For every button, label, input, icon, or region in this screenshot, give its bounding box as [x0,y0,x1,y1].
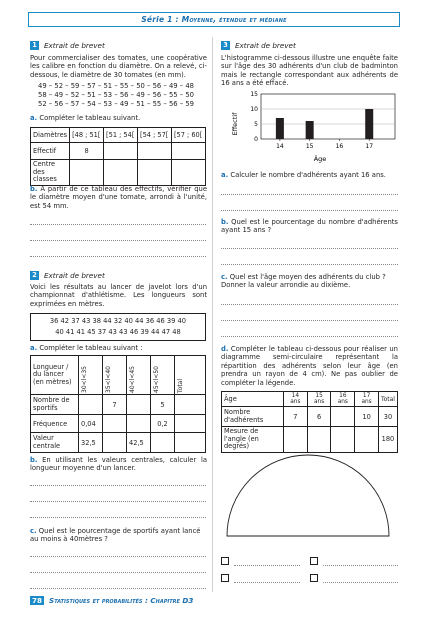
ex3-question-c: c. Quel est l'âge moyen des adhérents du club ? Donner la valeur arrondie au dixième. [221,273,386,290]
footer-text: Statistiques et probabilités : Chapitre D3 [49,596,194,605]
answer-line[interactable] [30,485,206,486]
ex1-title: Extrait de brevet [44,41,105,50]
table-header: [48 ; 51[ [70,128,104,143]
answer-line[interactable] [30,556,206,557]
answer-line[interactable] [30,517,206,518]
ex2-question-b: b. En utilisant les valeurs centrales, calculer la longueur moyenne d'un lancer. [30,456,207,473]
legend-checkbox[interactable] [310,557,318,565]
table-cell: Centre des classes [31,160,70,186]
table-cell-input[interactable] [127,415,151,433]
table-cell-input[interactable] [171,160,205,186]
table-header: 35<l<40 [103,356,127,395]
table-cell-input[interactable] [70,160,104,186]
answer-line[interactable] [30,572,206,573]
table-cell: 0,04 [79,415,103,433]
table-cell-input[interactable] [331,407,355,427]
page-footer [30,596,193,605]
ex3-number: 3 [221,41,230,50]
answer-line[interactable] [221,194,398,195]
ex2-question-c: c. Quel est le pourcentage de sportifs ayant lancé au moins à 40mètres ? [30,527,201,544]
ex1-data-line: 52 – 56 – 57 – 54 – 53 – 49 – 51 – 55 – 56 – 59 [38,100,194,109]
table-cell: 5 [151,395,175,415]
ex1-data-line: 58 – 49 – 52 – 51 – 53 – 56 – 49 – 56 – 55 – 50 [38,91,194,100]
y-tick-label: 0 [254,136,258,143]
ex3-heading [221,41,296,50]
ex2-title: Extrait de brevet [44,271,105,280]
answer-line[interactable] [221,304,398,305]
ex1-number: 1 [30,41,39,50]
legend-checkbox[interactable] [221,557,229,565]
series-banner [28,12,400,27]
table-cell-input[interactable] [104,160,138,186]
table-header: 17 ans [355,392,379,407]
table-cell-input[interactable] [307,427,331,453]
table-cell-input[interactable] [103,415,127,433]
table-cell: Effectif [31,143,70,160]
table-cell: Valeur centrale [31,433,79,453]
table-cell-input[interactable] [151,433,175,453]
answer-line[interactable] [30,240,206,241]
ex3-question-d: d. Compléter le tableau ci-dessous pour réaliser un diagramme semi-circulaire représentant la répartition des adhérents selon leur âge (en prendra un rayon de 4 cm). Ne pas oublier de compléter la légende. [221,345,398,387]
ex1-data [38,82,208,110]
answer-line[interactable] [221,248,398,249]
table-cell-input[interactable] [175,395,206,415]
answer-line[interactable] [221,336,398,337]
ex3-title: Extrait de brevet [235,41,296,50]
table-cell-input[interactable] [104,143,138,160]
table-cell: 0,2 [151,415,175,433]
table-cell: 7 [103,395,127,415]
table-header: [57 ; 60[ [171,128,205,143]
ex1-text: Pour commercialiser des tomates, une coopérative les calibre en fonction du diamètre. On a relevé, ci-dessous, le diamètre de 30 tomates (en mm). [30,54,207,79]
table-header: [54 ; 57[ [138,128,172,143]
table-cell-input[interactable] [175,433,206,453]
semicircle-diagram[interactable] [226,452,390,538]
table-cell-input[interactable] [127,395,151,415]
ex1-data-line: 49 – 52 – 59 – 57 – 51 – 55 – 50 – 56 – 49 – 48 [38,82,194,90]
ex3-question-b: b. Quel est le pourcentage du nombre d'adhérents ayant 15 ans ? [221,218,398,235]
ex2-heading [30,271,105,280]
table-cell-input[interactable] [103,433,127,453]
ex1-table [30,127,206,186]
answer-line[interactable] [221,320,398,321]
answer-line[interactable] [221,210,398,211]
legend-line[interactable] [323,582,398,583]
table-cell-input[interactable] [355,427,379,453]
table-header: 45<l<50 [151,356,175,395]
table-header: 14 ans [284,392,308,407]
table-cell: Nombre de sportifs [31,395,79,415]
table-header: 15 ans [307,392,331,407]
table-cell: 30 [378,407,397,427]
table-cell: 7 [284,407,308,427]
table-cell: 42,5 [127,433,151,453]
table-cell: 32,5 [79,433,103,453]
ex3-table [221,391,398,453]
column-separator [212,37,213,592]
ex1-question-a: a. Compléter le tableau suivant. [30,114,141,122]
answer-line[interactable] [30,224,206,225]
table-header: 30<l<35 [79,356,103,395]
ex1-question-b: b. A partir de ce tableau des effectifs, vérifier que le diamètre moyen d'une tomate, arrondi à l'unité, est 54 mm. [30,185,207,210]
table-cell-input[interactable] [171,143,205,160]
legend-line[interactable] [234,565,300,566]
table-cell: 10 [355,407,379,427]
answer-line[interactable] [221,264,398,265]
legend-checkbox[interactable] [221,574,229,582]
table-cell: 180 [378,427,397,453]
answer-line[interactable] [30,501,206,502]
ex2-number: 2 [30,271,39,280]
page-number: 78 [32,596,43,605]
y-tick-label: 10 [250,106,258,113]
x-tick-label: 16 [335,143,344,150]
table-header: Longueur / du lancer (en mètres) [31,356,79,395]
legend-checkbox[interactable] [310,574,318,582]
table-header: Diamètres [31,128,70,143]
y-tick-label: 5 [254,121,258,128]
ex1-heading [30,41,105,50]
x-axis-label: Âge [313,155,327,163]
ex2-data-box [30,313,206,341]
legend-line[interactable] [323,565,398,566]
table-cell: 6 [307,407,331,427]
table-cell-input[interactable] [138,160,172,186]
ex2-data-line: 40 41 41 45 37 43 43 46 39 44 47 48 [55,328,181,336]
table-cell-input[interactable] [331,427,355,453]
table-header: 16 ans [331,392,355,407]
answer-line[interactable] [30,588,206,589]
table-header: Total [175,356,206,395]
table-cell-input[interactable] [175,415,206,433]
age-histogram [221,88,399,166]
table-cell-input[interactable] [284,427,308,453]
table-header: Total [378,392,397,407]
y-tick-label: 15 [250,91,258,98]
x-tick-label: 15 [305,143,314,150]
table-header: 40<l<45 [127,356,151,395]
table-cell: Mesure de l'angle (en degrés) [222,427,284,453]
ex2-table [30,355,206,453]
histogram-bar [365,109,373,139]
table-cell: 8 [70,143,104,160]
x-tick-label: 17 [365,143,374,150]
ex2-text: Voici les résultats au lancer de javelot lors d'un championnat d'athlétisme. Les longueurs sont exprimées en mètres. [30,283,207,308]
table-cell-input[interactable] [138,143,172,160]
histogram-bar [276,118,284,139]
ex3-text: L'histogramme ci-dessous illustre une enquête faite sur l'âge des 30 adhérents d'un club de badminton mais le rectangle correspondant aux adhérents de 16 ans a été effacé. [221,54,398,88]
y-axis-label: Effectif [231,112,239,136]
series-label: Série 1 : [141,15,179,24]
answer-line[interactable] [30,256,206,257]
table-cell: Fréquence [31,415,79,433]
series-title: Moyenne, étendue et médiane [181,15,287,24]
ex3-question-a: a. Calculer le nombre d'adhérents ayant 16 ans. [221,171,386,179]
table-cell: Nombre d'adhérents [222,407,284,427]
table-header: Âge [222,392,284,407]
ex2-question-a: a. Compléter le tableau suivant : [30,344,143,352]
histogram-bar [306,121,314,139]
x-tick-label: 14 [276,143,284,150]
table-cell-input[interactable] [79,395,103,415]
legend-line[interactable] [234,582,300,583]
ex2-data-line: 36 42 37 43 38 44 32 40 44 36 46 39 40 [49,317,187,325]
table-header: [51 ; 54[ [104,128,138,143]
